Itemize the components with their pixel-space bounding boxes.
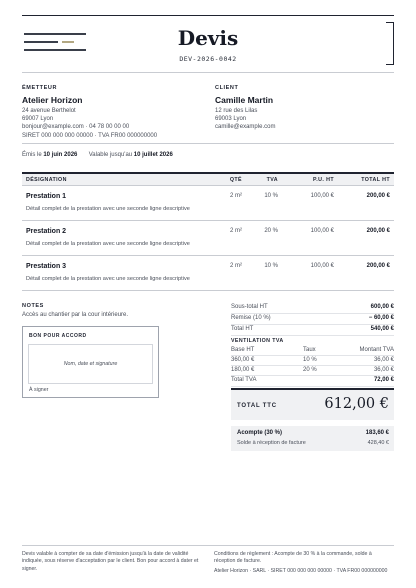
header-tva: TVA (266, 177, 278, 183)
item-tva: 10 % (264, 263, 278, 269)
corner-bracket (386, 22, 394, 65)
document-title: Devis (177, 26, 239, 50)
vat-breakdown-heading (231, 336, 394, 346)
subtotal-row (231, 303, 394, 314)
total-tva-row (231, 376, 394, 387)
vat-header-row (231, 346, 394, 356)
header-designation: DÉSIGNATION (26, 177, 67, 183)
balance-value: 428,40 € (367, 440, 389, 446)
client-address: 12 rue des Lilas (215, 108, 258, 114)
header-total: TOTAL HT (361, 177, 390, 183)
subtotal-value: 600,00 € (370, 304, 394, 310)
total-ht-value: 540,00 € (370, 326, 394, 332)
item-tva: 10 % (264, 193, 278, 199)
vat-rate: 20 % (303, 367, 317, 373)
issuer-label: ÉMETTEUR (22, 85, 58, 91)
item-title: Prestation 3 (26, 263, 67, 270)
item-qty: 2 m² (230, 193, 242, 199)
item-unit-price: 100,00 € (310, 228, 334, 234)
footer-divider (22, 545, 394, 546)
footer-conditions (214, 551, 394, 575)
client-label: CLIENT (215, 85, 239, 91)
signature-status: À signer (29, 387, 49, 393)
table-row (22, 221, 394, 256)
item-title: Prestation 1 (26, 193, 67, 200)
valid-prefix: Valable jusqu'au (88, 152, 133, 158)
approval-label: BON POUR ACCORD (29, 333, 87, 339)
issuer-block (22, 85, 202, 140)
header-divider (22, 72, 394, 73)
discount-value: − 60,00 € (368, 315, 394, 321)
item-description: Détail complet de la prestation avec une seconde ligne descriptive (26, 241, 190, 247)
issuer-contact: bonjour@example.com · 04 78 00 00 00 (22, 124, 130, 131)
table-row (22, 186, 394, 221)
footer-validity: Devis valable à compter de sa date d'émission jusqu'à la date de validité indiquée, sous réserve d'acceptation par le client. Bon pour accord à dater et signer. (22, 551, 199, 572)
item-total: 200,00 € (366, 228, 390, 234)
item-qty: 2 m² (230, 228, 242, 234)
vat-breakdown-label: VENTILATION TVA (231, 338, 284, 344)
total-tva-value: 72,00 € (373, 377, 394, 383)
deposit-value: 183,60 € (365, 430, 389, 436)
notes-label: NOTES (22, 303, 44, 309)
vat-base: 360,00 € (231, 357, 255, 363)
approval-box (22, 326, 159, 398)
issued-prefix: Émis le (22, 152, 42, 158)
total-ht-row (231, 325, 394, 336)
item-title: Prestation 2 (26, 228, 67, 235)
balance-label: Solde à réception de facture (237, 440, 306, 446)
date-line (22, 152, 173, 158)
vat-rate: 10 % (303, 357, 317, 363)
grand-total-box (231, 388, 394, 420)
item-tva: 20 % (264, 228, 278, 234)
signature-hint: Nom, date et signature (63, 361, 118, 367)
signature-field[interactable] (28, 344, 153, 384)
discount-label: Remise (10 %) (231, 315, 271, 321)
vat-base: 180,00 € (231, 367, 255, 373)
vat-header-base: Base HT (231, 347, 255, 353)
vat-amount: 36,00 € (373, 367, 394, 373)
issued-date: 10 juin 2026 (43, 152, 78, 158)
table-row (22, 256, 394, 291)
issuer-city: 69007 Lyon (22, 116, 54, 123)
client-city: 69003 Lyon (215, 116, 247, 123)
footer-company: Atelier Horizon · SARL · SIRET 000 000 000 00000 · TVA FR00 000000000 (214, 567, 388, 574)
header-unit-price: P.U. HT (313, 177, 334, 183)
item-unit-price: 100,00 € (310, 193, 334, 199)
issuer-name: Atelier Horizon (22, 95, 83, 105)
client-block (215, 85, 395, 132)
vat-amount: 36,00 € (373, 357, 394, 363)
item-unit-price: 100,00 € (310, 263, 334, 269)
deposit-box (231, 426, 394, 451)
issuer-legal: SIRET 000 000 000 00000 · TVA FR00 000000000 (22, 132, 158, 139)
document-number: DEV-2026-0042 (179, 55, 237, 63)
vat-header-amount: Montant TVA (359, 347, 394, 353)
grand-total-label: TOTAL TTC (237, 403, 277, 409)
subtotal-label: Sous-total HT (231, 304, 268, 310)
deposit-label: Acompte (30 %) (237, 430, 283, 436)
vat-header-rate: Taux (303, 347, 316, 353)
vat-row (231, 366, 394, 376)
items-table (22, 172, 394, 291)
item-description: Détail complet de la prestation avec une seconde ligne descriptive (26, 206, 190, 212)
grand-total-value: 612,00 € (324, 396, 389, 412)
client-email: camille@example.com (215, 124, 276, 131)
item-total: 200,00 € (366, 263, 390, 269)
header-qty: QTÉ (229, 177, 242, 183)
top-divider (22, 15, 394, 16)
discount-row (231, 314, 394, 325)
valid-date: 10 juillet 2026 (133, 152, 173, 158)
footer-payment: Conditions de règlement : Acompte de 30 % à la commande, solde à réception de facture. (214, 551, 372, 565)
parties-divider (22, 143, 394, 144)
item-total: 200,00 € (366, 193, 390, 199)
totals-block (231, 303, 394, 387)
table-header (22, 172, 394, 186)
issuer-address: 24 avenue Berthelot (22, 108, 76, 114)
client-name: Camille Martin (215, 95, 274, 105)
item-description: Détail complet de la prestation avec une seconde ligne descriptive (26, 276, 190, 282)
notes-text: Accès au chantier par la cour intérieure. (22, 312, 129, 318)
vat-row (231, 356, 394, 366)
item-qty: 2 m² (230, 263, 242, 269)
total-ht-label: Total HT (231, 326, 254, 332)
total-tva-label: Total TVA (231, 377, 257, 383)
